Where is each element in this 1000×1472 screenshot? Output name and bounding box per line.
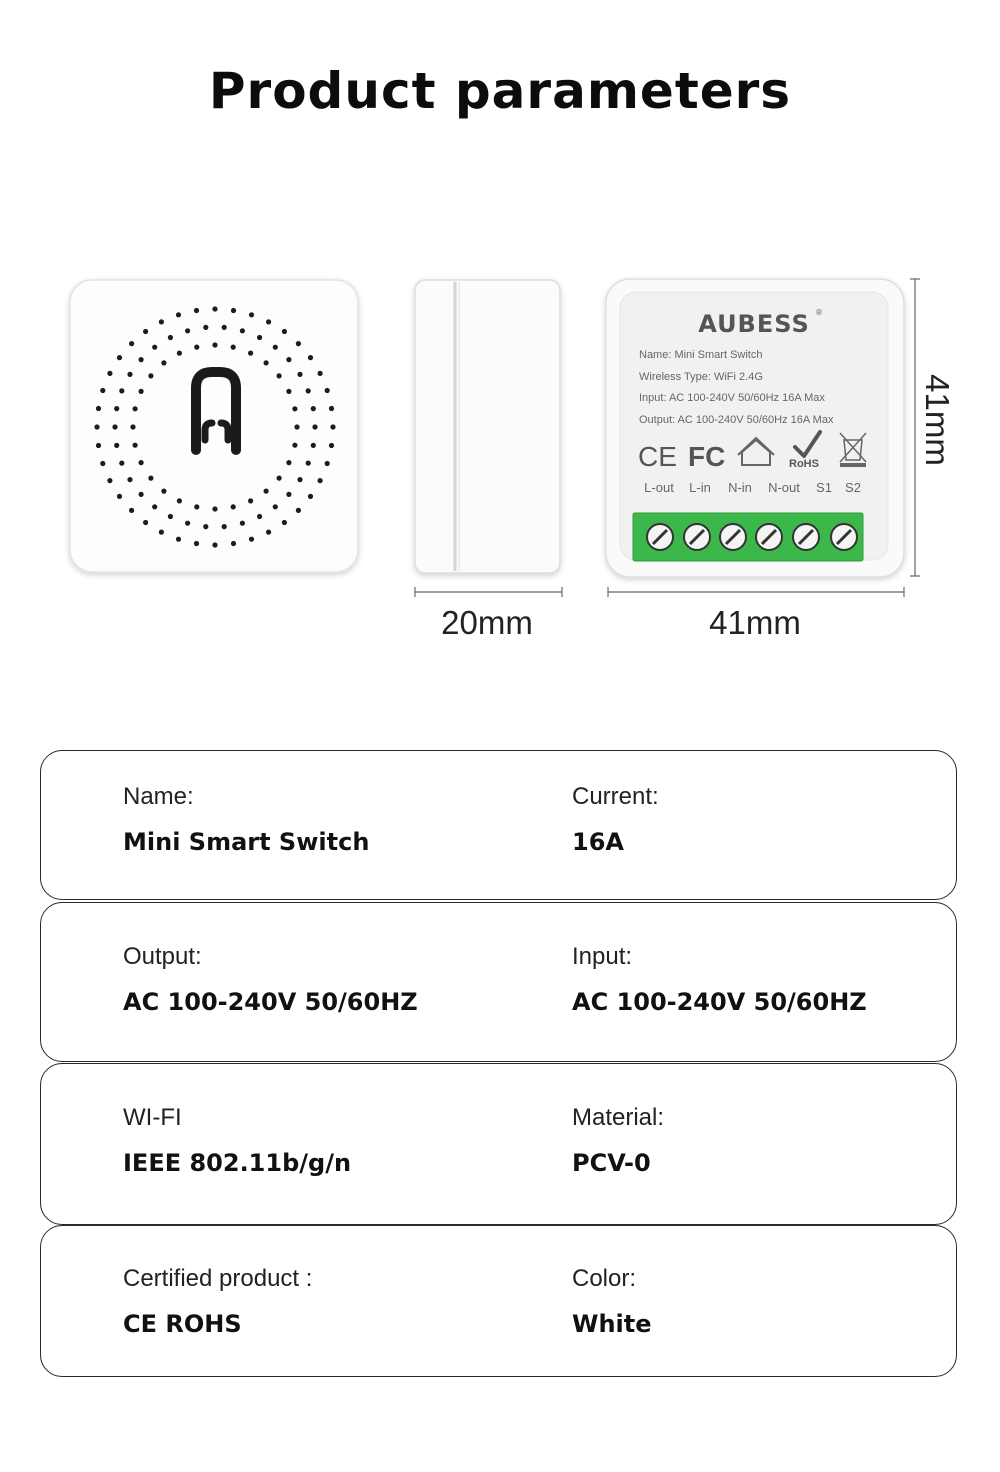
spec-value-material: PCV-0 [572, 1149, 651, 1177]
terminal-label: L-out [644, 480, 674, 495]
spec-card-output-input [40, 902, 957, 1062]
vent-dot [231, 345, 236, 350]
vent-dot [194, 541, 199, 546]
vent-dot [318, 478, 323, 483]
vent-dot [294, 424, 299, 429]
vent-dot [292, 443, 297, 448]
side-view [415, 280, 560, 573]
vent-dot [308, 355, 313, 360]
vent-dot [312, 424, 317, 429]
spec-label-certified: Certified product : [123, 1265, 313, 1292]
label-line-3: Input: AC 100-240V 50/60Hz 16A Max [639, 392, 825, 404]
vent-dot [129, 341, 134, 346]
spec-label-wifi: WI-FI [123, 1104, 182, 1131]
terminal-label: S1 [816, 480, 832, 495]
vent-dot [114, 406, 119, 411]
vent-dot [133, 406, 138, 411]
vent-dot [257, 514, 262, 519]
vent-dot [119, 388, 124, 393]
vent-dot [143, 520, 148, 525]
vent-dot [306, 388, 311, 393]
vent-dot [152, 345, 157, 350]
page-title: Product parameters [208, 62, 792, 120]
vent-dot [296, 508, 301, 513]
spec-card-cert-color [40, 1225, 957, 1377]
vent-dot [203, 524, 208, 529]
terminal-label: L-in [689, 480, 711, 495]
vent-dot [325, 461, 330, 466]
vent-dot [129, 508, 134, 513]
spec-label-current: Current: [572, 783, 659, 810]
vent-dot [168, 335, 173, 340]
vent-dot [212, 542, 217, 547]
label-line-1: Name: Mini Smart Switch [639, 349, 763, 361]
vent-dot [306, 461, 311, 466]
vent-dot [148, 373, 153, 378]
terminal-label: N-in [728, 480, 752, 495]
vent-dot [222, 524, 227, 529]
vent-dot [277, 476, 282, 481]
vent-dot [100, 461, 105, 466]
spec-card-name-current [40, 750, 957, 900]
vent-dot [168, 514, 173, 519]
brand-logo: AUBESS [698, 310, 810, 338]
spec-value-wifi: IEEE 802.11b/g/n [123, 1149, 352, 1177]
vent-dot [311, 443, 316, 448]
vent-dot [127, 372, 132, 377]
vent-dot [249, 312, 254, 317]
vent-dot [107, 478, 112, 483]
label-line-2: Wireless Type: WiFi 2.4G [639, 371, 763, 383]
vent-dot [286, 389, 291, 394]
vent-dot [286, 357, 291, 362]
rohs-mark: RoHS [789, 458, 819, 470]
vent-dot [222, 325, 227, 330]
vent-dot [117, 494, 122, 499]
vent-dot [203, 325, 208, 330]
vent-dot [117, 355, 122, 360]
vent-dot [266, 319, 271, 324]
vent-dot [130, 424, 135, 429]
vent-dot [161, 489, 166, 494]
vent-dot [325, 388, 330, 393]
vent-dot [212, 506, 217, 511]
vent-dot [277, 373, 282, 378]
vent-dot [119, 461, 124, 466]
vent-dot [152, 504, 157, 509]
terminal-label: S2 [845, 480, 861, 495]
spec-label-output: Output: [123, 943, 202, 970]
vent-dot [318, 371, 323, 376]
back-view [606, 279, 904, 577]
spec-label-name: Name: [123, 783, 194, 810]
vent-dot [264, 360, 269, 365]
spec-card-wifi-material [40, 1063, 957, 1225]
vent-dot [194, 345, 199, 350]
vent-dot [139, 389, 144, 394]
vent-dot [286, 460, 291, 465]
vent-dot [177, 498, 182, 503]
vent-dot [159, 319, 164, 324]
vent-dot [231, 504, 236, 509]
vent-dot [329, 443, 334, 448]
fcc-mark: FC [688, 441, 726, 472]
vent-dot [231, 308, 236, 313]
vent-dot [100, 388, 105, 393]
spec-value-output: AC 100-240V 50/60HZ [123, 988, 418, 1016]
vent-dot [159, 530, 164, 535]
vent-dot [249, 537, 254, 542]
height-dimension-label: 41mm [919, 374, 956, 466]
ce-mark: CE [638, 441, 677, 472]
vent-dot [264, 489, 269, 494]
spec-value-input: AC 100-240V 50/60HZ [572, 988, 867, 1016]
vent-dot [248, 351, 253, 356]
vent-dot [176, 537, 181, 542]
vent-dot [296, 341, 301, 346]
vent-dot [139, 460, 144, 465]
terminal-label: N-out [768, 480, 800, 495]
vent-dot [248, 498, 253, 503]
width-dimension-label: 41mm [709, 604, 801, 641]
vent-dot [297, 477, 302, 482]
vent-dot [94, 424, 99, 429]
vent-dot [308, 494, 313, 499]
vent-dot [212, 306, 217, 311]
product-views [0, 240, 1000, 600]
vent-dot [112, 424, 117, 429]
depth-dimension-label: 20mm [441, 604, 533, 641]
spec-value-certified: CE ROHS [123, 1310, 242, 1338]
vent-dot [311, 406, 316, 411]
spec-value-color: White [572, 1310, 652, 1338]
vent-dot [194, 504, 199, 509]
spec-value-name: Mini Smart Switch [123, 828, 370, 856]
vent-dot [297, 372, 302, 377]
spec-label-input: Input: [572, 943, 633, 970]
vent-dot [212, 342, 217, 347]
vent-dot [185, 328, 190, 333]
vent-dot [231, 541, 236, 546]
vent-dot [96, 443, 101, 448]
vent-dot [114, 443, 119, 448]
vent-dot [161, 360, 166, 365]
vent-dot [139, 492, 144, 497]
vent-dot [282, 520, 287, 525]
vent-dot [143, 329, 148, 334]
vent-dot [139, 357, 144, 362]
vent-dot [148, 476, 153, 481]
spec-label-color: Color: [572, 1265, 637, 1292]
vent-dot [329, 406, 334, 411]
vent-dot [330, 424, 335, 429]
front-view [70, 280, 358, 572]
vent-dot [185, 521, 190, 526]
label-line-4: Output: AC 100-240V 50/60Hz 16A Max [639, 414, 834, 426]
vent-dot [133, 443, 138, 448]
vent-dot [177, 351, 182, 356]
vent-dot [273, 345, 278, 350]
vent-dot [273, 504, 278, 509]
vent-dot [257, 335, 262, 340]
spec-label-material: Material: [572, 1104, 665, 1131]
vent-dot [240, 328, 245, 333]
vent-dot [240, 521, 245, 526]
vent-dot [96, 406, 101, 411]
vent-dot [107, 371, 112, 376]
vent-dot [266, 530, 271, 535]
spec-value-current: 16A [572, 828, 624, 856]
vent-dot [194, 308, 199, 313]
vent-dot [176, 312, 181, 317]
vent-dot [127, 477, 132, 482]
vent-dot [286, 492, 291, 497]
vent-dot [282, 329, 287, 334]
registered-mark: ® [815, 308, 823, 317]
vent-dot [292, 406, 297, 411]
